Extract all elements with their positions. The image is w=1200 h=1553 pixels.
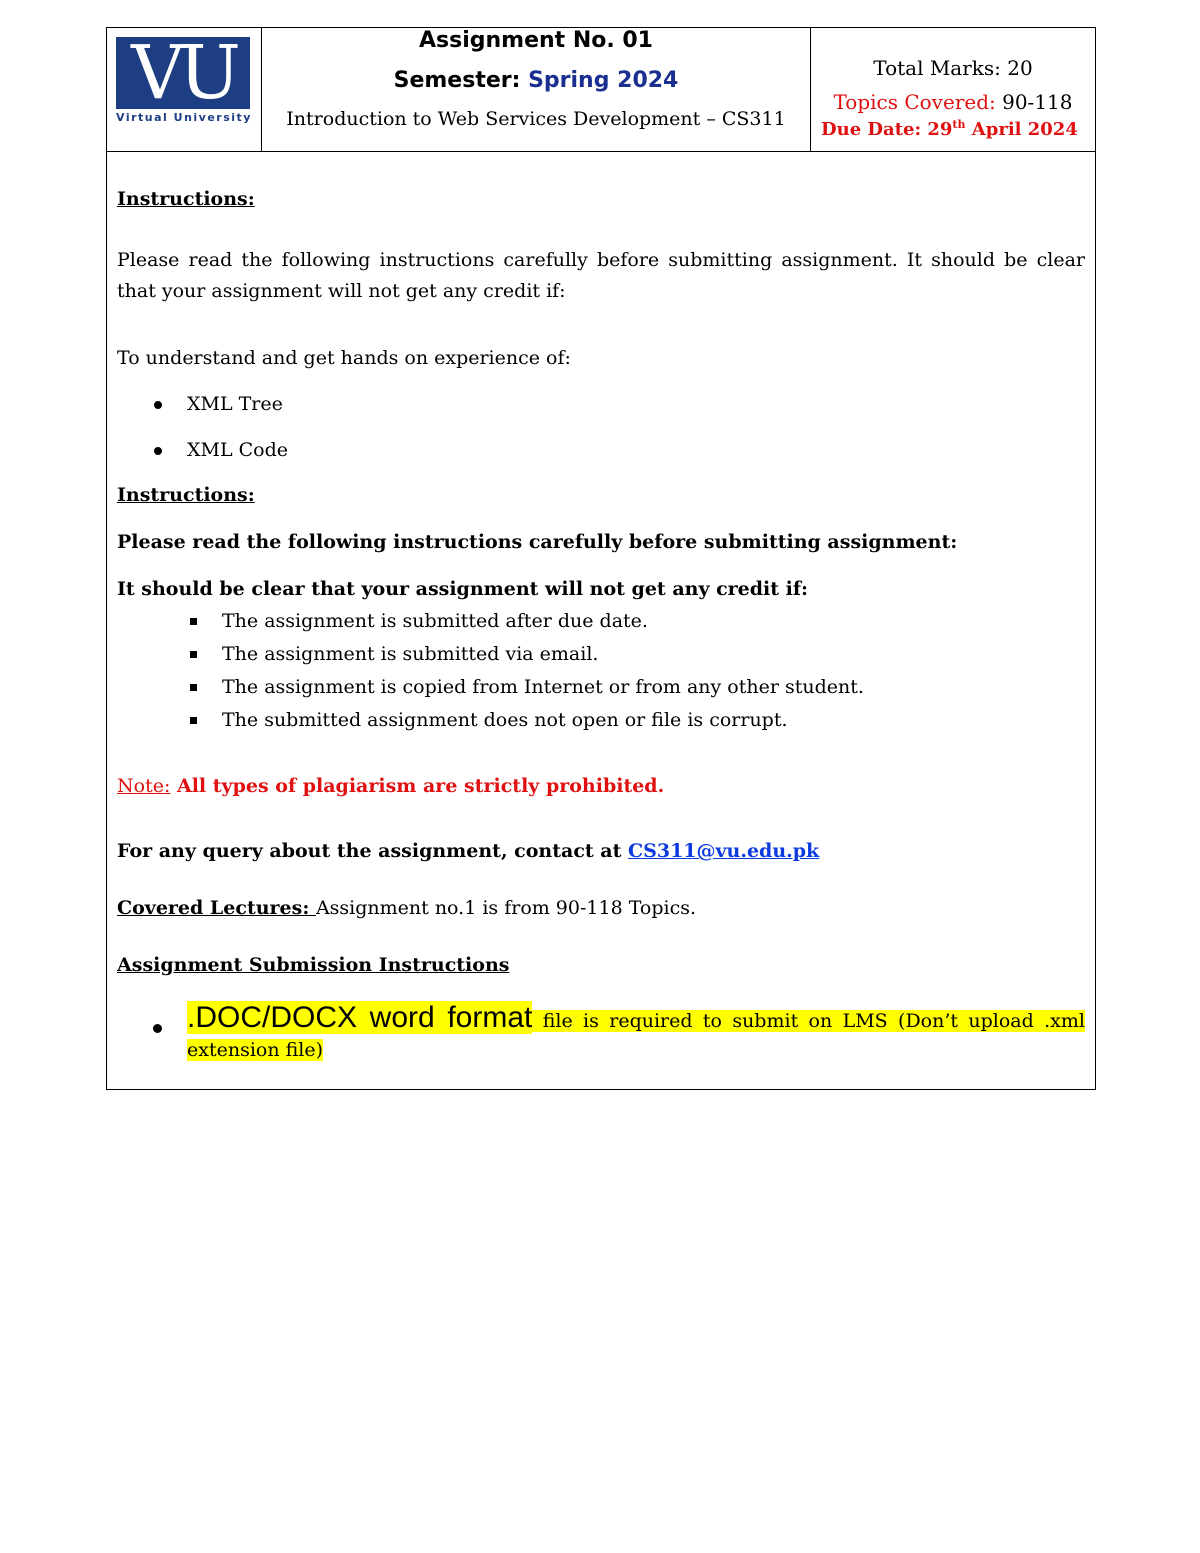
- semester-value: Spring 2024: [528, 68, 679, 93]
- query-line: [117, 836, 1085, 867]
- rules-list: [117, 605, 1085, 737]
- format-text: file is required to submit on LMS (Don’t upload .xml extension file): [187, 1010, 1085, 1061]
- list-item: The assignment is copied from Internet or from any other student.: [117, 671, 1085, 704]
- logo-caption: Virtual University: [116, 111, 252, 124]
- topics-value: 90-118: [1002, 90, 1073, 114]
- submission-heading: Assignment Submission Instructions: [117, 954, 510, 976]
- logo-text: VU: [131, 30, 235, 116]
- submission-instruction: [117, 1003, 1085, 1065]
- instructions-heading-2: Instructions:: [117, 484, 255, 506]
- semester-label: Semester:: [393, 68, 521, 93]
- note-text: All types of plagiarism are strictly prohibited.: [170, 775, 665, 797]
- title-cell: [262, 28, 811, 151]
- list-item: XML Code: [117, 435, 1085, 466]
- list-item: The assignment is submitted after due date.: [117, 605, 1085, 638]
- document-body: [107, 152, 1095, 1089]
- note-label: Note:: [117, 775, 171, 797]
- contact-email-link[interactable]: CS311@vu.edu.pk: [628, 840, 820, 862]
- due-date: [821, 118, 1078, 140]
- covered-lectures: [117, 893, 1085, 924]
- covered-label: Covered Lectures:: [117, 897, 316, 919]
- university-logo: [116, 30, 252, 127]
- covered-text: Assignment no.1 is from 90-118 Topics.: [315, 897, 697, 919]
- assignment-document: [106, 27, 1096, 1090]
- due-label: Due Date: 29: [821, 119, 953, 140]
- due-sup: th: [952, 118, 966, 131]
- read-instructions: Please read the following instructions carefully before submitting assignment:: [117, 531, 958, 553]
- objectives-list: [117, 389, 1085, 466]
- due-value: April 2024: [965, 119, 1078, 140]
- bullet-icon: [153, 1024, 162, 1033]
- format-highlight: .DOC/DOCX word format: [187, 1001, 533, 1034]
- query-text: For any query about the assignment, contact at: [117, 840, 628, 862]
- topics-label: Topics Covered:: [833, 90, 996, 114]
- intro-paragraph: Please read the following instructions carefully before submitting assignment. It should be clear that your assignment will not get any credit if:: [117, 249, 1085, 302]
- total-marks: Total Marks: 20: [873, 56, 1033, 80]
- instructions-heading: Instructions:: [117, 188, 255, 210]
- list-item: XML Tree: [117, 389, 1085, 420]
- logo-cell: [107, 28, 262, 151]
- marks-cell: [811, 28, 1095, 151]
- course-title: Introduction to Web Services Development – CS311: [286, 108, 786, 130]
- plagiarism-note: [117, 771, 1085, 802]
- logo-mark: [116, 30, 250, 116]
- assignment-title: Assignment No. 01: [418, 28, 653, 53]
- semester: [262, 67, 810, 95]
- topics-covered: [811, 90, 1095, 114]
- document-header: [107, 28, 1095, 152]
- list-item: The assignment is submitted via email.: [117, 638, 1085, 671]
- no-credit-text: It should be clear that your assignment will not get any credit if:: [117, 578, 809, 600]
- list-item: The submitted assignment does not open or file is corrupt.: [117, 704, 1085, 737]
- understand-text: To understand and get hands on experience of:: [117, 347, 571, 369]
